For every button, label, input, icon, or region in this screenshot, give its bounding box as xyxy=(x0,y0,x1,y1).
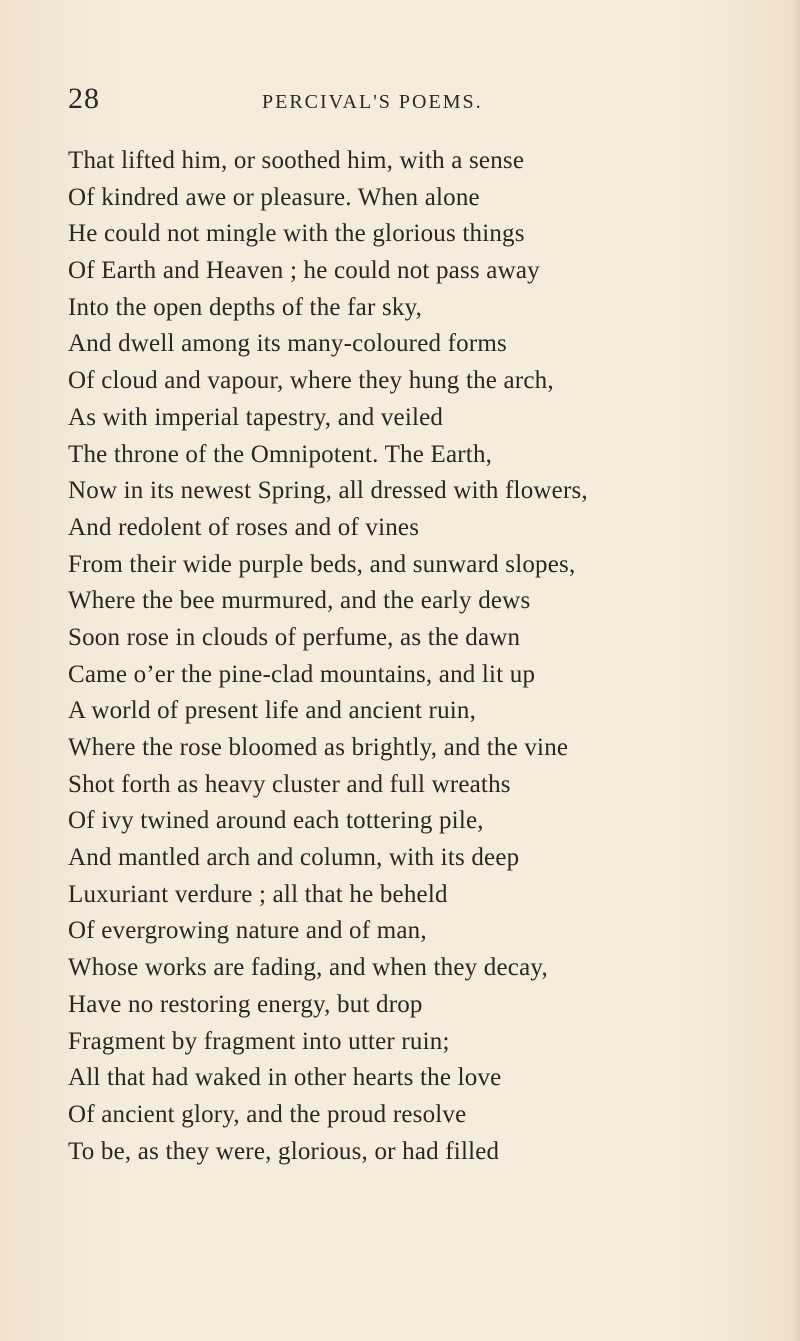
poem-line: Into the open depths of the far sky, xyxy=(68,293,423,321)
poem-line: Shot forth as heavy cluster and full wreaths xyxy=(68,770,511,798)
poem-line: A world of present life and ancient ruin, xyxy=(68,697,477,725)
poem-line: And redolent of roses and of vines xyxy=(68,513,420,541)
poem-line: To be, as they were, glorious, or had filled xyxy=(68,1137,500,1165)
poem-line: Have no restoring energy, but drop xyxy=(68,990,423,1018)
poem-line: Now in its newest Spring, all dressed with flowers, xyxy=(68,477,588,505)
poem-line: Of kindred awe or pleasure. When alone xyxy=(68,183,480,211)
poem-line: The throne of the Omnipotent. The Earth, xyxy=(68,440,493,468)
poem-text xyxy=(68,143,788,1170)
poem-line: Came o’er the pine-clad mountains, and lit up xyxy=(68,660,536,688)
poem-line: Of evergrowing nature and of man, xyxy=(68,917,427,945)
poem-line: As with imperial tapestry, and veiled xyxy=(68,403,444,431)
poem-line: Luxuriant verdure ; all that he beheld xyxy=(68,880,448,908)
poem-line: And mantled arch and column, with its deep xyxy=(68,844,520,872)
poem-line: Fragment by fragment into utter ruin; xyxy=(68,1027,450,1055)
poem-line: He could not mingle with the glorious things xyxy=(68,220,525,248)
running-head: PERCIVAL'S POEMS. xyxy=(262,91,483,113)
poem-line: Where the rose bloomed as brightly, and the vine xyxy=(68,734,569,761)
poem-line: Of ivy twined around each tottering pile, xyxy=(68,807,484,835)
page-edge-shadow xyxy=(790,0,800,1341)
page-number: 28 xyxy=(68,82,100,115)
poem-line: And dwell among its many-coloured forms xyxy=(68,330,507,358)
poem-line: Of ancient glory, and the proud resolve xyxy=(68,1100,467,1128)
poem-line: Soon rose in clouds of perfume, as the dawn xyxy=(68,623,521,651)
poem-line: Where the bee murmured, and the early dews xyxy=(68,587,531,615)
poem-line: Whose works are fading, and when they decay, xyxy=(68,954,548,982)
page-header xyxy=(0,84,800,124)
poem-line: Of cloud and vapour, where they hung the arch, xyxy=(68,367,554,395)
poem-line: From their wide purple beds, and sunward slopes, xyxy=(68,550,576,578)
poem-line: Of Earth and Heaven ; he could not pass away xyxy=(68,257,540,285)
poem-line: That lifted him, or soothed him, with a sense xyxy=(68,147,525,174)
poem-line: All that had waked in other hearts the love xyxy=(68,1064,502,1092)
